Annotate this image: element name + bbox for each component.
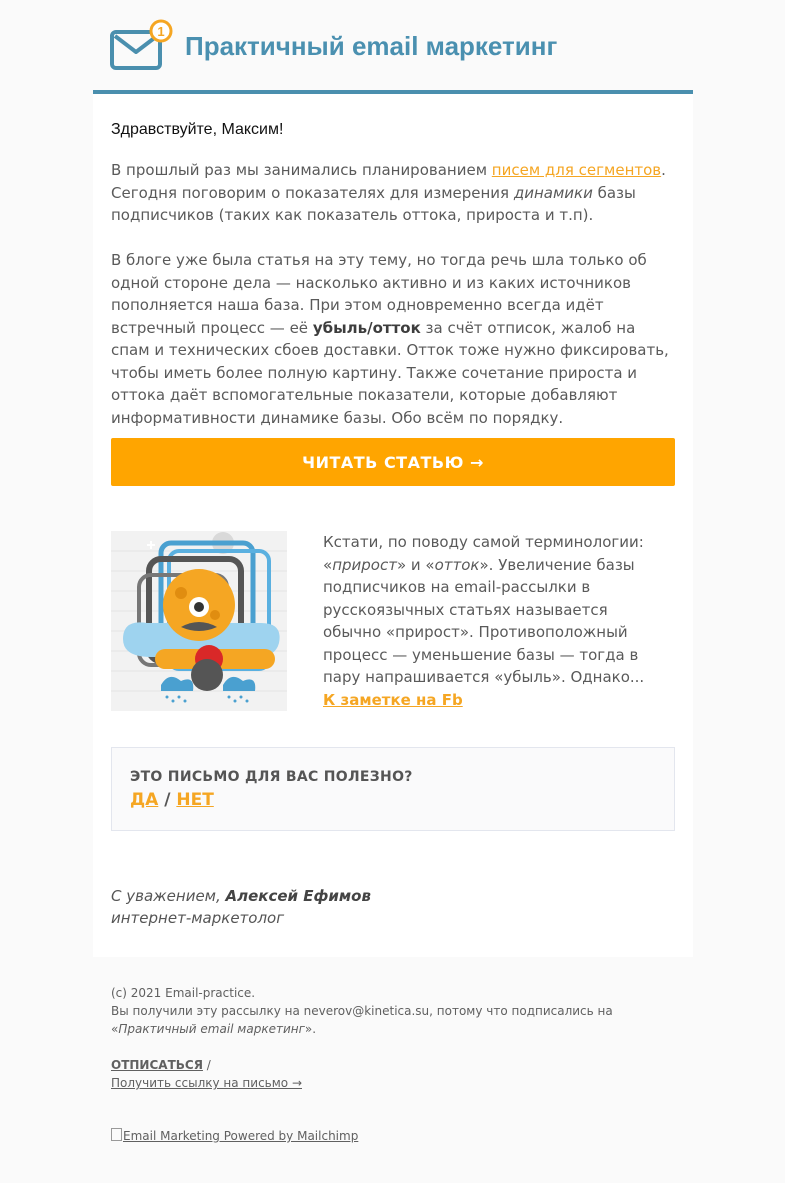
footer-info xyxy=(111,984,671,1038)
terminology-text: » и « xyxy=(396,555,435,574)
envelope-icon xyxy=(110,18,178,72)
feedback-yes-link[interactable]: ДА xyxy=(130,790,159,810)
feedback-answers xyxy=(130,790,214,810)
subscription-reason-end: ». xyxy=(304,1022,317,1036)
facebook-note-link[interactable]: К заметке на Fb xyxy=(323,690,463,709)
broken-image-icon xyxy=(111,1128,122,1141)
signature-regards: С уважением, xyxy=(111,887,226,905)
unsubscribe-link[interactable]: ОТПИСАТЬСЯ xyxy=(111,1058,203,1072)
feedback-box xyxy=(111,747,675,831)
mailchimp-badge xyxy=(111,1128,358,1143)
email-header xyxy=(93,0,693,91)
terminology-text: ». Увеличение базы подписчиков на email-рассылки в русскоязычных статьях называется обычно «прирост». Противоположный процесс — уменьшение базы — тогда в пару напрашивается «убыль». Однако... xyxy=(323,555,645,686)
intro-paragraph xyxy=(111,159,677,227)
copyright: (c) 2021 Email-practice. xyxy=(111,986,256,1000)
signature-name: Алексей Ефимов xyxy=(225,887,371,905)
footer-separator: / xyxy=(202,1058,211,1072)
segments-letters-link[interactable]: писем для сегментов xyxy=(491,161,662,179)
term-growth: прирост xyxy=(332,555,397,574)
subscription-list-name: Практичный email маркетинг xyxy=(118,1022,305,1036)
blog-text: В блоге уже была статья на эту тему, но тогда речь шла только об одной стороне дела — насколько активно и из каких источников пополняется наша база. При этом одновременно всегда идёт встречный процесс — её xyxy=(111,251,647,337)
intro-text-end: базы подписчиков (таких как показатель оттока, прироста и т.п). xyxy=(111,183,636,224)
footer-links xyxy=(111,1056,302,1092)
term-churn: отток xyxy=(434,555,480,574)
greeting: Здравствуйте, Максим! xyxy=(111,121,284,138)
web-version-link[interactable]: Получить ссылку на письмо → xyxy=(111,1076,302,1090)
feedback-no-link[interactable]: НЕТ xyxy=(176,790,214,810)
mailchimp-text: Email Marketing Powered by Mailchimp xyxy=(123,1129,359,1143)
mailchimp-link[interactable] xyxy=(111,1129,358,1143)
read-article-button[interactable]: ЧИТАТЬ СТАТЬЮ → xyxy=(111,438,675,486)
feedback-question: ЭТО ПИСЬМО ДЛЯ ВАС ПОЛЕЗНО? xyxy=(130,769,413,785)
intro-text: В прошлый раз мы занимались планированием xyxy=(111,161,492,179)
feedback-separator: / xyxy=(158,790,177,810)
subscription-reason: Вы получили эту рассылку на neverov@kinetica.su, потому что подписались на « xyxy=(111,1004,613,1036)
signature-role: интернет-маркетолог xyxy=(111,909,285,927)
intro-emphasis: динамики xyxy=(513,183,593,202)
newsletter-title: Практичный email маркетинг xyxy=(185,31,558,61)
blog-emphasis: убыль/отток xyxy=(312,318,421,337)
blog-paragraph xyxy=(111,249,677,429)
signature xyxy=(111,885,371,929)
terminology-paragraph xyxy=(323,531,663,711)
terminology-text: Кстати, по поводу самой терминологии: « xyxy=(323,533,644,574)
blog-text-end: за счёт отписок, жалоб на спам и технических сбоев доставки. Отток тоже нужно фиксировать, чтобы иметь более полную картину. Также сочетание прироста и оттока даёт вспомогательные показатели, которые добавляют информативности динамике базы. Обо всём по порядку. xyxy=(111,318,669,427)
notification-badge: 1 xyxy=(157,24,165,39)
article-illustration[interactable] xyxy=(111,531,287,711)
intro-text-cont: . Сегодня поговорим о показателях для измерения xyxy=(111,161,666,202)
